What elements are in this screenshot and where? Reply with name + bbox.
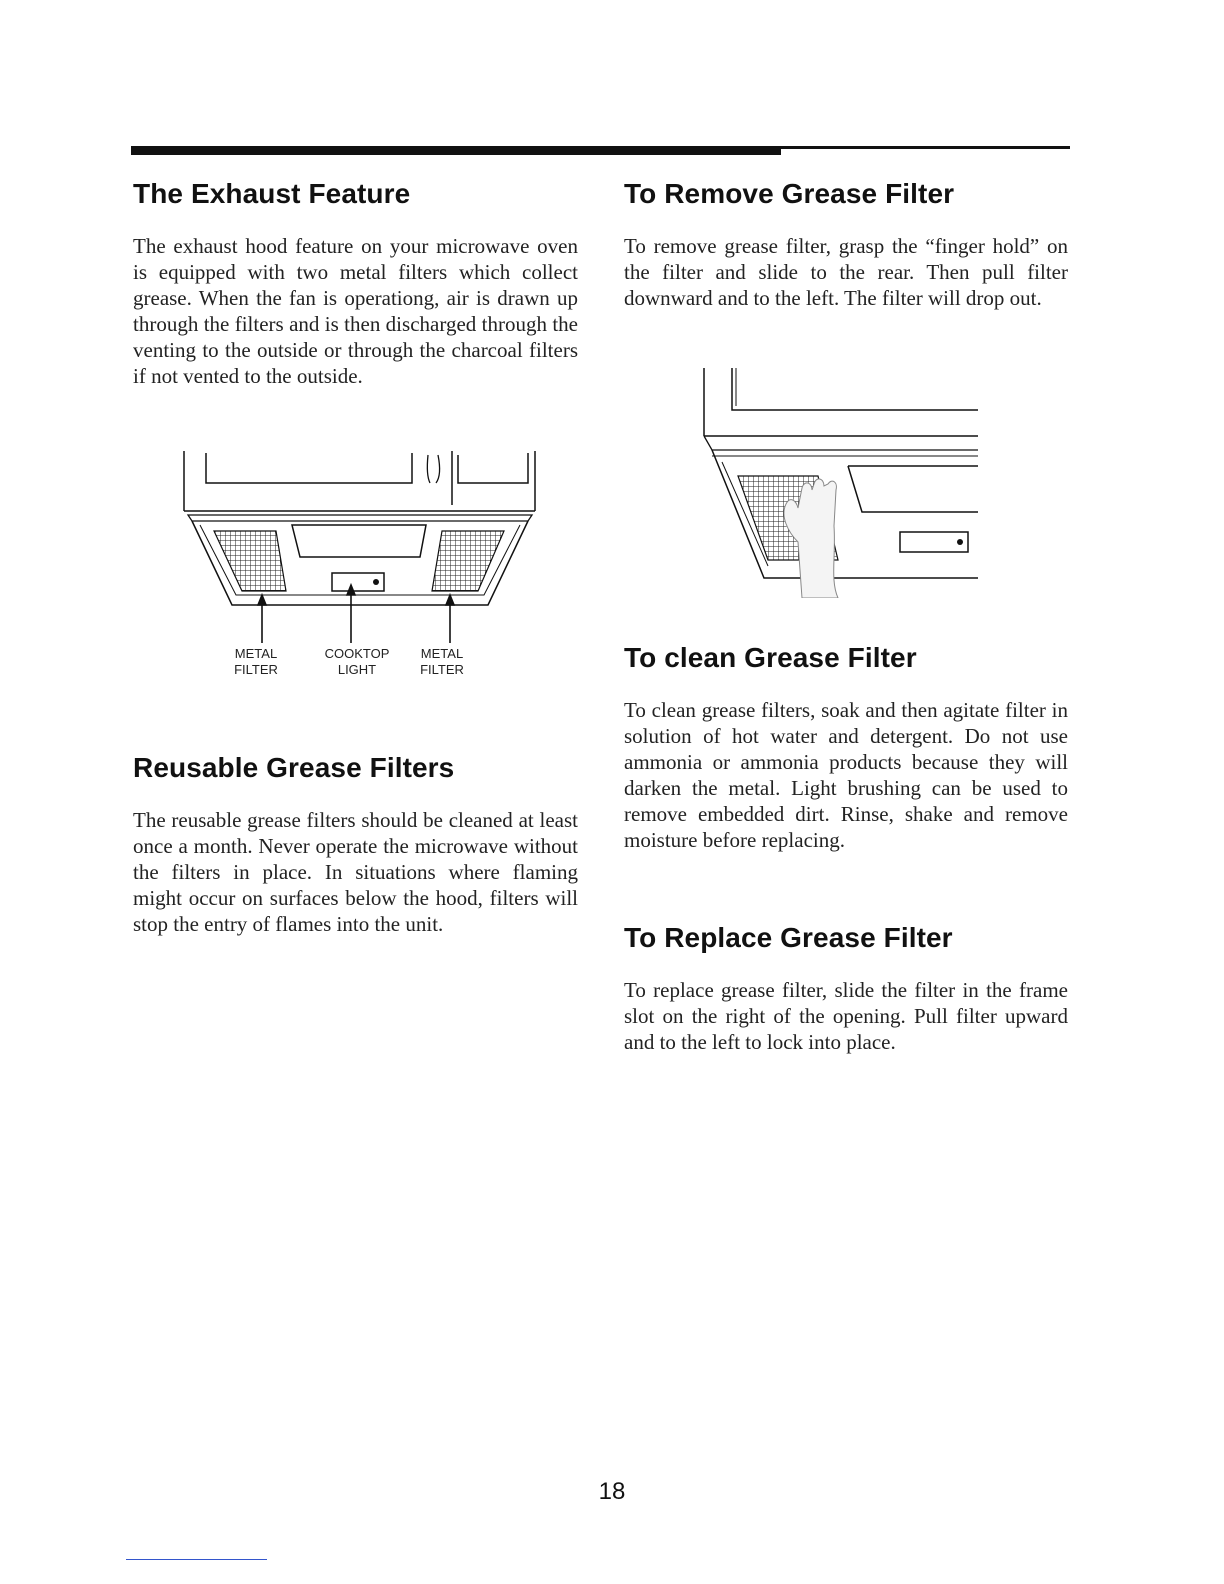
label-left-filter-1: METAL (234, 646, 278, 661)
right-metal-filter (432, 531, 504, 591)
label-right-filter-1: METAL (420, 646, 464, 661)
clean-heading: To clean Grease Filter (624, 642, 917, 673)
left-metal-filter (214, 531, 286, 591)
microwave-hood-diagram (180, 445, 540, 685)
label-light-2: LIGHT (337, 662, 377, 677)
clean-body: To clean grease filters, soak and then agitate filter in solution of hot water and detergent. Do not use ammonia or ammonia products because they will darken the metal. Light brushing can be used to remove embedded dirt. Rinse, shake and remove moisture before replacing. (624, 698, 1068, 852)
replace-heading: To Replace Grease Filter (624, 922, 953, 953)
footer-rule (126, 1559, 267, 1560)
exhaust-body: The exhaust hood feature on your microwave oven is equipped with two metal filters which collect grease. When the fan is operationg, air is drawn up through the filters and is then discharged through the venting to the outside or through the charcoal filters if not vented to the outside. (133, 234, 578, 388)
reusable-heading: Reusable Grease Filters (133, 752, 455, 783)
remove-body: To remove grease filter, grasp the “finger hold” on the filter and slide to the rear. Then pull filter downward and to the left. The filter will drop out. (624, 234, 1068, 310)
header-rule-thin (781, 146, 1070, 149)
label-light-1: COOKTOP (324, 646, 390, 661)
page-number: 18 (598, 1478, 626, 1505)
remove-heading: To Remove Grease Filter (624, 178, 955, 209)
label-left-filter-2: FILTER (234, 662, 278, 677)
label-right-filter-2: FILTER (420, 662, 464, 677)
reusable-body: The reusable grease filters should be cleaned at least once a month. Never operate the microwave without the filters in place. In situations where flaming might occur on surfaces below the hood, filters will stop the entry of flames into the unit. (133, 808, 578, 936)
replace-body: To replace grease filter, slide the filter in the frame slot on the right of the opening. Pull filter upward and to the left to lock into place. (624, 978, 1068, 1054)
header-rule-thick (131, 146, 781, 155)
filter-removal-diagram (698, 366, 983, 598)
exhaust-heading: The Exhaust Feature (133, 178, 411, 209)
